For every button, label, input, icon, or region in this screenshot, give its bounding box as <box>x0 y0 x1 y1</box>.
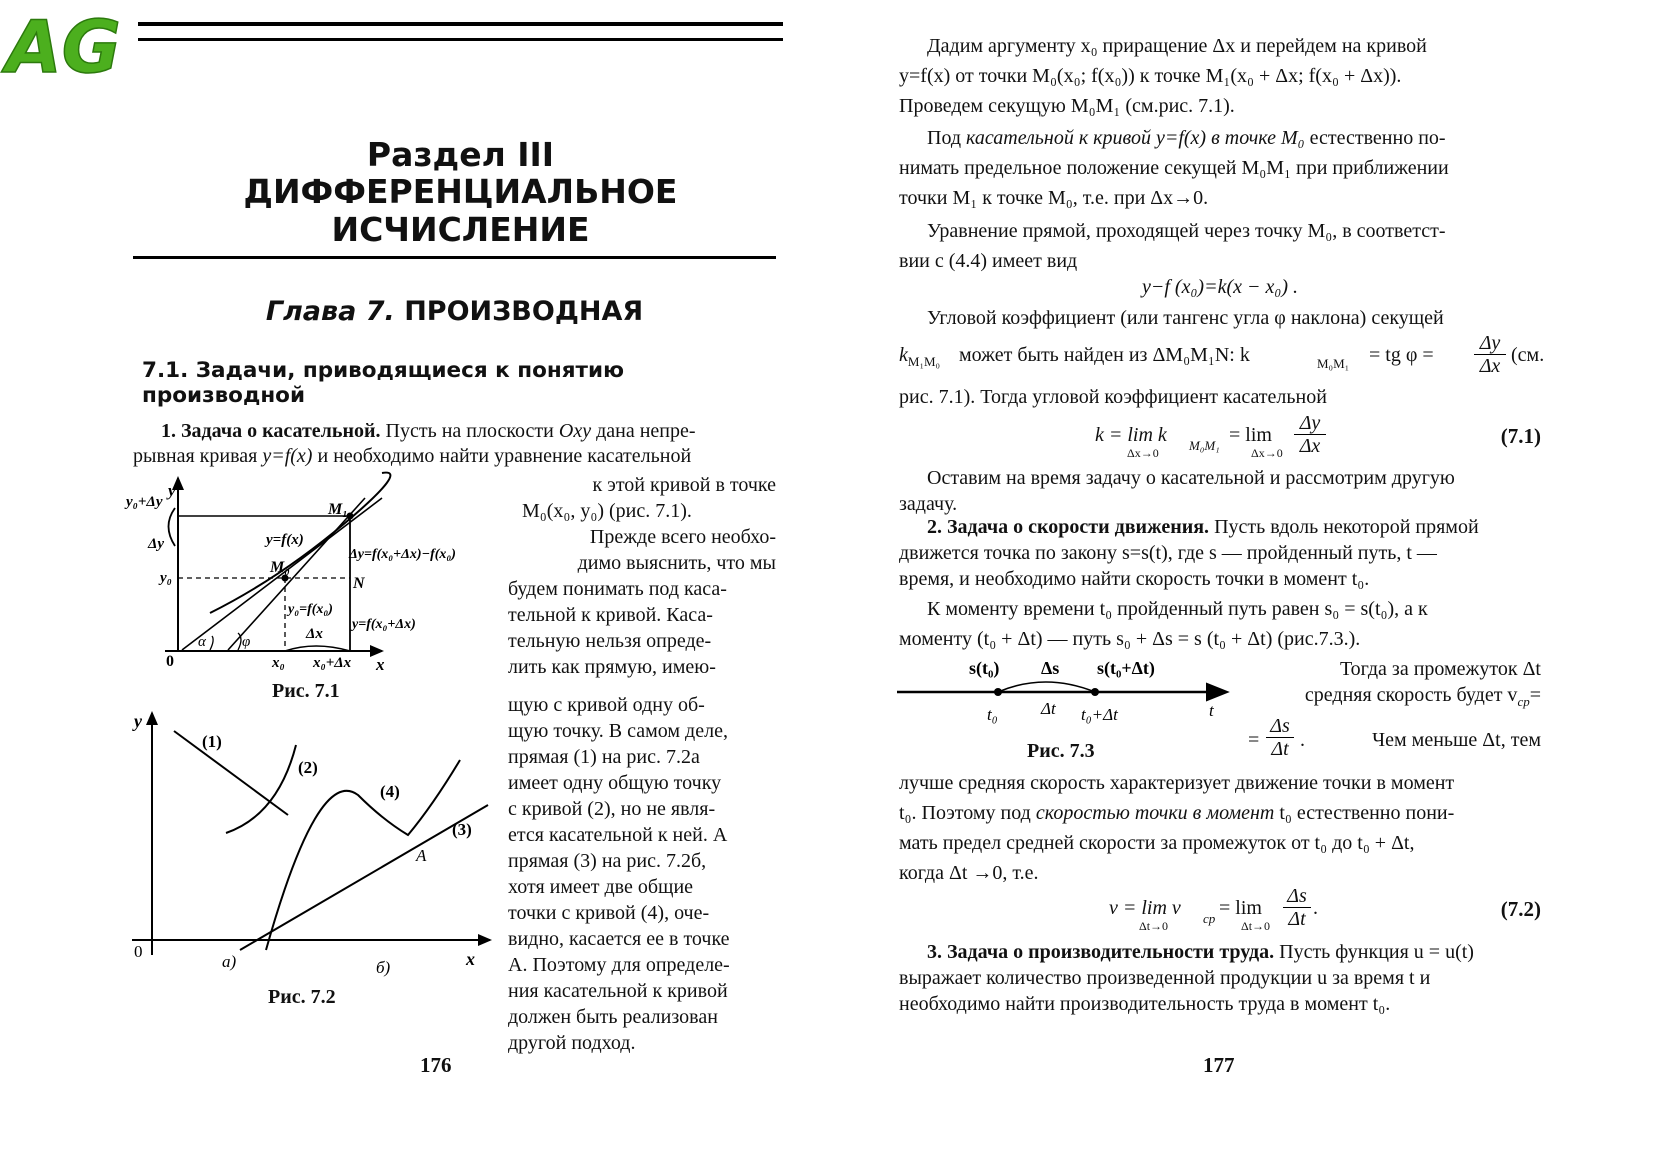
eq72-sub: cp <box>1203 911 1216 926</box>
eq71-frac-dx: Δx <box>1299 435 1321 457</box>
right-p4-line3: рис. 7.1). Тогда угловой коэффициент касательной <box>899 386 1327 408</box>
p2-line1 <box>899 125 1541 151</box>
fig3-label-ds: Δs <box>1041 658 1060 678</box>
fig2-curve-2 <box>226 745 296 833</box>
p3-line: Уравнение прямой, проходящей через точку M₀, в соответст- <box>927 220 1446 242</box>
fig3-label-t0dt: t₀+Δt <box>1081 705 1118 724</box>
fig2-label-a-point: A <box>416 846 427 865</box>
eq-line: y−f (x₀)=k(x − x₀) . <box>1142 276 1298 298</box>
task2-a: Пусть вдоль некоторой прямой <box>1214 516 1479 538</box>
logo-glyph <box>4 2 121 89</box>
col-line: другой подход. <box>508 1032 636 1054</box>
side-line-3: = Δs Δt . Чем меньше Δt, тем <box>1248 715 1541 760</box>
col-line: лить как прямую, имею- <box>508 656 716 678</box>
subsection-heading: 7.1. Задачи, приводящиеся к понятию производной <box>142 358 624 408</box>
task3-lead: 3. Задача о производительности труда. <box>927 941 1275 963</box>
side-line: Тогда за промежуток Δt <box>1339 658 1541 680</box>
fig2-label-y: y <box>134 711 142 731</box>
fig2-curve-4 <box>266 760 460 950</box>
p2-a: Под <box>927 127 962 149</box>
right-p4-line2 <box>899 332 1545 380</box>
p4-k: k <box>899 344 908 366</box>
col-line: димо выяснить, что мы <box>577 552 776 574</box>
fig1-label-x: x <box>376 655 385 674</box>
fig2-caption: Рис. 7.2 <box>268 986 336 1008</box>
figure-7-2 <box>118 705 508 985</box>
p6-line: К моменту времени t₀ пройденный путь равен s₀ = s(t₀), а к <box>927 598 1428 620</box>
fig1-label-y0fx0: y₀=f(x₀) <box>288 602 333 617</box>
right-p5 <box>899 465 1541 517</box>
task1-text-a: Пусть на плоскости <box>385 420 554 442</box>
col-line: имеет одну общую точку <box>508 772 722 794</box>
col-line: M₀(x₀, y₀) (рис. 7.1). <box>522 500 692 522</box>
task2-line: время, и необходимо найти скорость точки в момент t₀. <box>899 568 1370 590</box>
figure-7-2-svg <box>118 705 508 985</box>
section-rule <box>133 256 776 259</box>
side-frac-ds: Δs <box>1266 715 1294 738</box>
section-title-2: ИСЧИСЛЕНИЕ <box>331 210 590 249</box>
side-line-2: средняя скорость будет $v_{cp}=$ <box>1304 684 1541 709</box>
task1-text-b: дана непре- <box>596 420 696 442</box>
task1-lead: 1. Задача о касательной. <box>161 420 381 442</box>
fig2-label-3: (3) <box>452 820 472 839</box>
fig1-label-x0: x₀ <box>272 655 285 671</box>
right-p3 <box>899 218 1541 274</box>
eq71-sub: M₀M₁ <box>1189 438 1220 453</box>
col-line: к этой кривой в точке <box>592 474 776 496</box>
p7-line: лучше средняя скорость характеризует движение точки в момент <box>899 772 1455 794</box>
fig3-label-st0dt: s(t₀+Δt) <box>1097 658 1155 678</box>
p4-tg: = tg φ = <box>1369 344 1434 366</box>
eq72-number: (7.2) <box>1500 897 1541 921</box>
fig1-label-dyformula: Δy=f(x₀+Δx)−f(x₀) <box>349 547 456 562</box>
col-line: тельной к кривой. Каса- <box>508 604 713 626</box>
top-double-rule-1 <box>138 22 783 26</box>
fig1-phi-arc <box>238 633 241 650</box>
col-line: будем понимать под каса- <box>508 578 727 600</box>
p7-2b: t₀ естественно пони- <box>1279 802 1455 824</box>
p3-line: вии с (4.4) имеет вид <box>899 250 1078 272</box>
side-vcp-sub: cp <box>1517 694 1530 709</box>
eq72-lim2: Δt→0 <box>1241 919 1271 933</box>
p5-line: Оставим на время задачу о касательной и рассмотрим другую <box>927 467 1455 489</box>
right-task3 <box>899 939 1541 1017</box>
eq71-lim1: Δx→0 <box>1127 446 1159 460</box>
chapter-title: ПРОИЗВОДНАЯ <box>404 296 644 327</box>
fig2-label-b: б) <box>376 958 391 977</box>
fig3-label-dt: Δt <box>1041 699 1056 718</box>
figure-7-3 <box>895 652 1235 732</box>
fig1-label-alpha: α <box>198 634 206 650</box>
task3-line: необходимо найти производительность труда в момент t₀. <box>899 993 1391 1015</box>
fig1-caption: Рис. 7.1 <box>272 680 340 702</box>
top-double-rule-2 <box>138 38 783 41</box>
fig3-label-t: t <box>1209 701 1214 720</box>
side-line-2-text: средняя скорость будет v <box>1304 684 1518 706</box>
fig1-label-zero: 0 <box>166 653 174 670</box>
task2-line1 <box>899 514 1541 540</box>
fig1-alpha-arc <box>210 636 213 650</box>
chapter-prefix: Глава 7. <box>265 296 395 327</box>
col-line: должен быть реализован <box>508 1006 718 1028</box>
fig1-label-m0: M₀ <box>270 559 290 576</box>
eq72-b: = lim <box>1219 897 1262 919</box>
p5-line: задачу. <box>899 493 958 515</box>
equation-7-2: v = lim v cp = lim Δt→0 Δt→0 Δs Δt . (7.2) <box>1109 885 1541 933</box>
right-task2 <box>899 514 1541 592</box>
equation-7-1 <box>899 412 1541 462</box>
fig3-side-text <box>1248 656 1541 766</box>
side-frac-dt: Δt <box>1271 738 1289 760</box>
fig1-label-n: N <box>353 575 365 592</box>
eq71-lim2: Δx→0 <box>1251 446 1283 460</box>
frac-dx: Δx <box>1479 355 1501 377</box>
task2-lead: 2. Задача о скорости движения. <box>927 516 1210 538</box>
col-line: ется касательной к ней. А <box>508 824 728 846</box>
line2-a: рывная кривая <box>133 445 258 467</box>
fig2-label-4: (4) <box>380 782 400 801</box>
fig3-point-t0 <box>994 688 1002 696</box>
fig2-label-1: (1) <box>202 732 222 751</box>
col-line: прямая (1) на рис. 7.2а <box>508 746 700 768</box>
fig1-label-dx: Δx <box>306 626 323 642</box>
fig1-label-m1: M₁ <box>328 501 348 518</box>
task2-line: движется точка по закону s=s(t), где s — пройденный путь, t — <box>899 542 1437 564</box>
fig1-label-y: y <box>168 481 176 500</box>
logo <box>4 2 121 89</box>
p4-text: может быть найден из ΔM₀M₁N: k <box>959 344 1250 366</box>
col-line: ния касательной к кривой <box>508 980 728 1002</box>
task3-a: Пусть функция u = u(t) <box>1279 941 1474 963</box>
eq72-a: v = lim v <box>1109 897 1181 919</box>
col-line: точки с кривой (4), оче- <box>508 902 710 924</box>
figure-7-1-svg <box>120 468 510 678</box>
task1-line2 <box>133 443 778 469</box>
figure-7-1 <box>120 468 510 678</box>
fig1-label-dy: Δy <box>148 536 165 552</box>
eq71-number: (7.1) <box>1500 424 1541 448</box>
p1-line: Проведем секущую M₀M₁ (см.рис. 7.1). <box>899 95 1235 117</box>
p1-line: y=f(x) от точки M₀(x₀; f(x₀)) к точке M₁(x₀ + Δx; f(x₀ + Δx)). <box>899 65 1402 87</box>
p7-line: когда Δt →0, т.е. <box>899 862 1039 884</box>
eq71-frac-dy: Δy <box>1294 412 1326 435</box>
task3-line: выражает количество произведенной продукции u за время t и <box>899 967 1431 989</box>
col-line: тельную нельзя опреде- <box>508 630 712 652</box>
right-p4-line1: Угловой коэффициент (или тангенс угла φ наклона) секущей <box>927 307 1444 329</box>
right-p2 <box>899 125 1541 211</box>
col-line: видно, касается ее в точке <box>508 928 730 950</box>
section-title-1: ДИФФЕРЕНЦИАЛЬНОЕ <box>243 172 678 211</box>
p2-b: естественно по- <box>1309 127 1446 149</box>
right-p7 <box>899 770 1541 886</box>
fig2-line-3 <box>240 805 488 950</box>
logo-text: AG <box>6 5 121 89</box>
p7-line2 <box>899 800 1541 826</box>
task1-line1 <box>133 418 778 444</box>
right-p6 <box>899 596 1541 652</box>
col-line: A. Поэтому для определе- <box>508 954 730 976</box>
fig3-arc <box>998 682 1095 692</box>
col-line: щую точку. В самом деле, <box>508 720 728 742</box>
eq72-lim1: Δt→0 <box>1139 919 1169 933</box>
section-label: Раздел III <box>366 135 555 174</box>
fig1-secant <box>228 498 365 650</box>
fig3-label-st0: s(t₀) <box>969 658 1000 678</box>
fig1-label-y0: y₀ <box>160 570 172 586</box>
line2-b: и необходимо найти уравнение касательной <box>317 445 692 467</box>
column-text <box>508 472 776 1056</box>
col-line: с кривой (2), но не явля- <box>508 798 716 820</box>
page-number-left: 176 <box>420 1053 452 1077</box>
col-line: щую с кривой одну об- <box>508 694 705 716</box>
p4-see: (см. <box>1511 344 1545 366</box>
fig3-point-t0dt <box>1091 688 1099 696</box>
col-line: прямая (3) на рис. 7.2б, <box>508 850 707 872</box>
figure-7-3-svg <box>895 652 1235 732</box>
fig2-label-zero: 0 <box>134 942 143 961</box>
p2-line: точки M₁ к точке M₀, т.е. при Δx→0. <box>899 187 1209 209</box>
line2-f: y=f(x) <box>262 445 313 467</box>
fig1-dy-brace <box>169 508 176 546</box>
p7-line: мать предел средней скорости за промежуток от t₀ до t₀ + Δt, <box>899 832 1415 854</box>
p7-2-italic: скоростью точки в момент <box>1035 802 1275 824</box>
fig1-label-yfx: y=f(x) <box>266 532 304 548</box>
fig3-label-t0: t₀ <box>987 705 998 724</box>
right-p1 <box>899 33 1541 119</box>
p2-line: нимать предельное положение секущей M₀M₁ при приближении <box>899 157 1449 179</box>
fig2-label-a: а) <box>222 952 237 971</box>
eq71-b: = lim <box>1229 424 1272 446</box>
fig1-label-phi: φ <box>242 634 251 650</box>
task3-line1 <box>899 939 1541 965</box>
col-line: хотя имеет две общие <box>508 876 694 898</box>
fig2-line-1 <box>174 731 288 815</box>
page-number-right: 177 <box>1203 1053 1235 1077</box>
task1-oxy: Oxy <box>558 420 592 442</box>
p4-sub2: M₀M₁ <box>1317 356 1350 371</box>
p4-k-sub: M₁M₀ <box>907 354 941 369</box>
fig1-label-y0dy: y₀+Δy <box>126 494 163 510</box>
col-line: Прежде всего необхо- <box>589 526 776 548</box>
fig2-label-2: (2) <box>298 758 318 777</box>
fig1-label-yfx0dx: y=f(x₀+Δx) <box>352 617 416 632</box>
p7-2a: t₀. Поэтому под <box>899 802 1031 824</box>
p2-italic: касательной к кривой y=f(x) в точке M₀ <box>966 127 1305 149</box>
fig2-label-x: x <box>466 949 475 969</box>
frac-dy: Δy <box>1474 332 1506 355</box>
fig1-label-x0dx: x₀+Δx <box>313 655 352 671</box>
chapter-heading <box>133 296 776 327</box>
side-line-3-text: Чем меньше Δt, тем <box>1372 729 1541 751</box>
eq71-a: k = lim k <box>1095 424 1167 446</box>
eq72-frac-ds: Δs <box>1283 885 1311 908</box>
eq72-frac-dt: Δt <box>1288 908 1306 930</box>
p1-line: Дадим аргументу x₀ приращение Δx и перейдем на кривой <box>927 35 1427 57</box>
p6-line: моменту (t₀ + Δt) — путь s₀ + Δs = s (t₀ + Δt) (рис.7.3.). <box>899 628 1361 650</box>
fig3-caption: Рис. 7.3 <box>1027 740 1095 762</box>
